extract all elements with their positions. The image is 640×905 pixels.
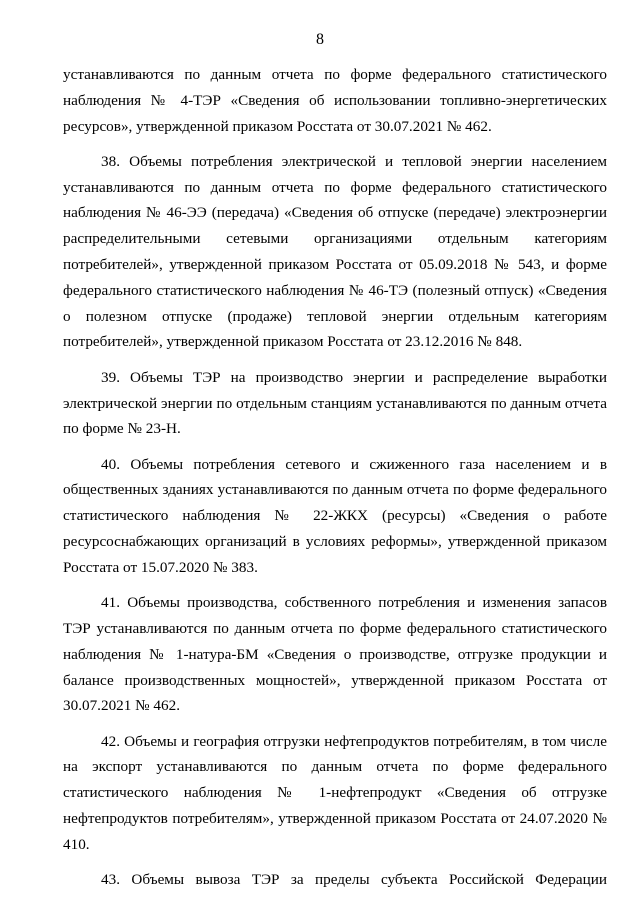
paragraph-continuation: устанавливаются по данным отчета по форме федерального статистического наблюдения № 4-ТЭР «Сведения об использовании топливно-энергетических ресурсов», утвержденной приказом Росстата от 30.07.2021 № 462.: [63, 66, 607, 135]
paragraph-38: 38. Объемы потребления электрической и тепловой энергии населением устанавливаются по данным отчета по форме федерального статистического наблюдения № 46-ЭЭ (передача) «Сведения об отпуске (передаче) электроэнергии распределительными сетевыми организациями отдельным категориям потребителей», утвержденной приказом Росстата от 05.09.2018 № 543, и форме федерального статистического наблюдения № 46-ТЭ (полезный отпуск) «Сведения о полезном отпуске (продаже) тепловой энергии отдельным категориям потребителей», утвержденной приказом Росстата от 23.12.2016 № 848.: [63, 152, 607, 351]
paragraph-39: 39. Объемы ТЭР на производство энергии и распределение выработки электрической энергии по отдельным станциям устанавливаются по данным отчета по форме № 23-Н.: [63, 368, 607, 438]
paragraph-41: 41. Объемы производства, собственного потребления и изменения запасов ТЭР устанавливаются по данным отчета по форме федерального статистического наблюдения № 1-натура-БМ «Сведения о производстве, отгрузке продукции и балансе производственных мощностей», утвержденной приказом Росстата от 30.07.2021 № 462.: [63, 594, 607, 715]
paragraph-40: 40. Объемы потребления сетевого и сжиженного газа населением и в общественных зданиях устанавливаются по данным отчета по форме федерального статистического наблюдения № 22-ЖКХ (ресурсы) «Сведения о работе ресурсоснабжающих организаций в условиях реформы», утвержденной приказом Росстата от 15.07.2020 № 383.: [63, 455, 607, 576]
page-number: 8: [316, 31, 324, 48]
paragraph-42: 42. Объемы и география отгрузки нефтепродуктов потребителям, в том числе на экспорт устанавливаются по данным отчета по форме федерального статистического наблюдения № 1-нефтепродукт «Сведения об отгрузке нефтепродуктов потребителям», утвержденной приказом Росстата от 24.07.2020 № 410.: [63, 732, 607, 853]
document-body: [63, 62, 607, 893]
paragraph-43: 43. Объемы вывоза ТЭР за пределы субъекта Российской Федерации: [101, 871, 607, 889]
